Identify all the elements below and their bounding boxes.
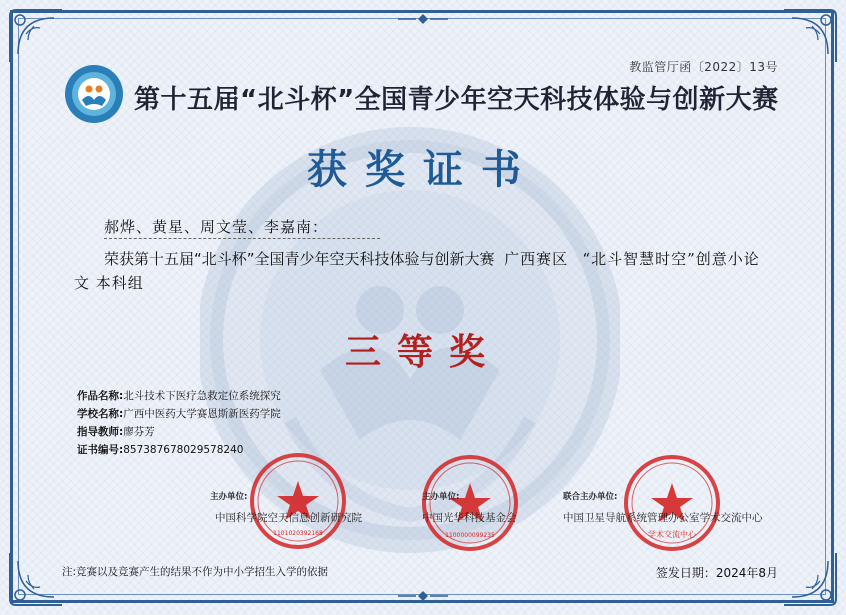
organizer-name: 中国科学院空天信息创新研究院 — [215, 512, 362, 524]
detail-label: 证书编号: — [77, 444, 124, 456]
corner-ornament-icon — [6, 6, 66, 66]
detail-row — [77, 423, 281, 441]
edge-ornament-icon — [398, 591, 448, 601]
seal-number: 1101020392168 — [273, 530, 323, 537]
detail-value: 857387678029578240 — [123, 444, 244, 456]
prize-level: 三等奖 — [344, 331, 501, 373]
award-prefix: 荣获第十五届“北斗杯”全国青少年空天科技体验与创新大赛 — [104, 250, 495, 268]
organizer-role: 联合主办单位: — [563, 492, 618, 502]
detail-label: 指导教师: — [77, 426, 124, 438]
red-seal-icon — [248, 451, 348, 551]
edge-ornament-icon — [398, 14, 448, 24]
organizer-name: 中国卫星导航系统管理办公室学术交流中心 — [563, 512, 763, 524]
detail-value: 北斗技术下医疗急救定位系统探究 — [123, 390, 281, 402]
red-seal-icon — [420, 453, 520, 553]
detail-value: 广西中医药大学赛恩斯新医药学院 — [123, 408, 281, 420]
detail-row — [77, 405, 281, 423]
corner-ornament-icon — [6, 549, 66, 609]
issue-date: 签发日期：2024年8月 — [655, 566, 778, 580]
seal-center-text: 学术交流中心 — [648, 530, 696, 539]
winner-underline — [104, 238, 380, 239]
award-category: “北斗智慧时空”创意小论文 本科组 — [74, 250, 760, 292]
organizer-role: 主办单位: — [422, 492, 460, 502]
detail-value: 廖芬芳 — [123, 426, 155, 438]
organizer-name: 中国光华科技基金会 — [422, 512, 517, 524]
corner-ornament-icon — [780, 6, 840, 66]
footer-note: 注:竞赛以及竞赛产生的结果不作为中小学招生入学的依据 — [62, 566, 329, 578]
red-seal-icon — [622, 453, 722, 553]
detail-label: 学校名称: — [77, 408, 124, 420]
competition-title: 第十五届“北斗杯”全国青少年空天科技体验与创新大赛 — [134, 85, 779, 115]
certificate-title: 获奖证书 — [307, 146, 539, 193]
award-region: 广西赛区 — [504, 250, 569, 268]
detail-row — [77, 387, 281, 405]
award-statement — [74, 247, 774, 295]
corner-ornament-icon — [780, 549, 840, 609]
detail-label: 作品名称: — [77, 390, 124, 402]
winner-names: 郝烨、黄星、周文莹、李嘉南： — [104, 218, 329, 236]
work-details — [77, 387, 281, 459]
seal-number: 1100000099235 — [445, 532, 495, 539]
competition-logo-icon — [64, 64, 124, 124]
organizer-role: 主办单位: — [210, 492, 248, 502]
document-number: 教监管厅函〔2022〕13号 — [629, 60, 778, 74]
